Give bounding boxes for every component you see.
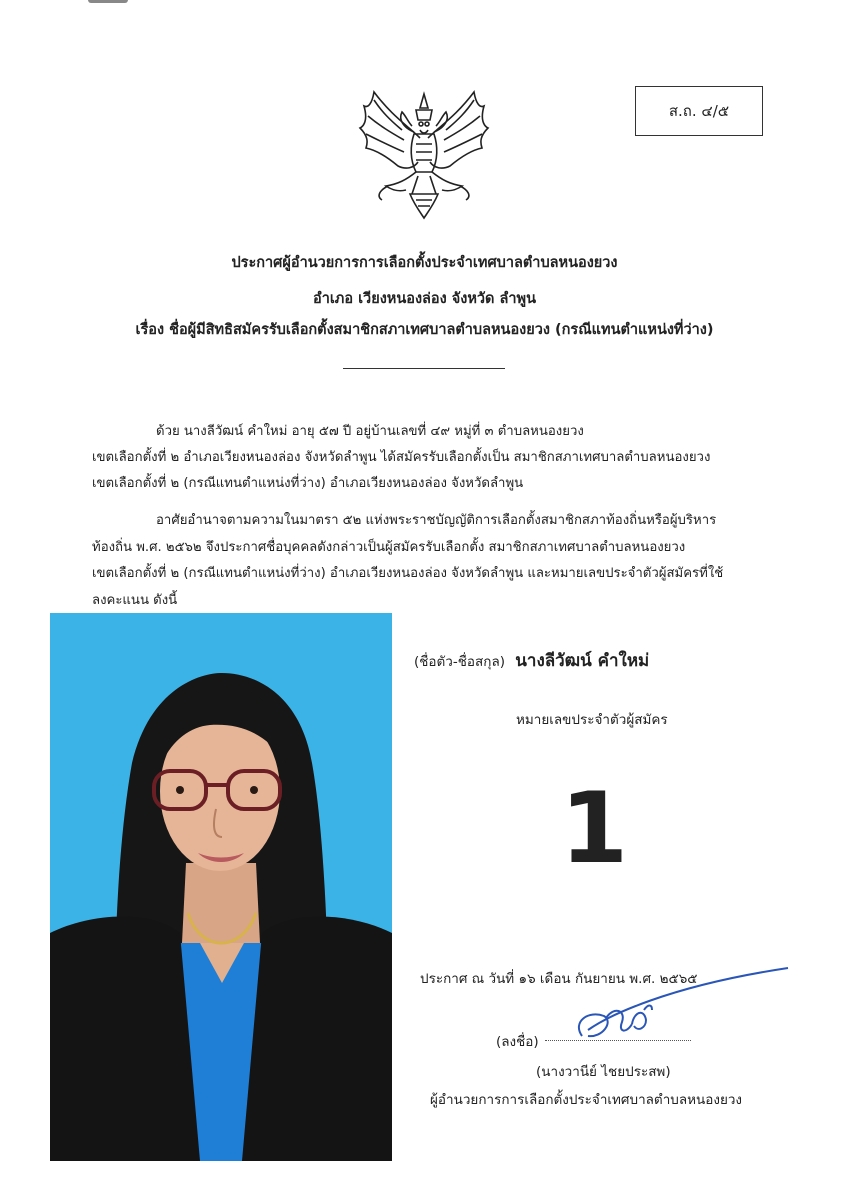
scan-edge-mark	[88, 0, 128, 3]
announcement-heading: ประกาศผู้อำนวยการการเลือกตั้งประจำเทศบาลตำบลหนองยวง	[231, 255, 618, 271]
body-line: เขตเลือกตั้งที่ ๒ (กรณีแทนตำแหน่งที่ว่าง) อำเภอเวียงหนองล่อง จังหวัดลำพูน	[92, 476, 524, 491]
candidate-name-row	[414, 647, 649, 674]
body-line: ท้องถิ่น พ.ศ. ๒๕๖๒ จึงประกาศชื่อบุคคลดังกล่าวเป็นผู้สมัครรับเลือกตั้ง สมาชิกสภาเทศบาลตำบลหนองยวง	[92, 540, 686, 555]
body-line: เขตเลือกตั้งที่ ๒ (กรณีแทนตำแหน่งที่ว่าง) อำเภอเวียงหนองล่อง จังหวัดลำพูน และหมายเลขประจำตัวผู้สมัครที่ใช้	[92, 566, 724, 581]
candidate-name: นางลีวัฒน์ คำใหม่	[515, 651, 650, 671]
body-line: ลงคะแนน ดังนี้	[92, 593, 178, 608]
announcement-date: ประกาศ ณ วันที่ ๑๖ เดือน กันยายน พ.ศ. ๒๕๖๕	[420, 971, 698, 987]
body-line: ด้วย นางลีวัฒน์ คำใหม่ อายุ ๕๗ ปี อยู่บ้านเลขที่ ๔๙ หมู่ที่ ๓ ตำบลหนองยวง	[156, 424, 584, 439]
form-code-box	[635, 86, 763, 136]
signer-name: (นางวานีย์ ไชยประสพ)	[536, 1064, 671, 1080]
candidate-number: 1	[560, 772, 629, 886]
form-code: ส.ถ. ๔/๕	[668, 102, 730, 120]
signer-title: ผู้อำนวยการการเลือกตั้งประจำเทศบาลตำบลหนองยวง	[430, 1092, 743, 1108]
candidate-number-label: หมายเลขประจำตัวผู้สมัคร	[516, 712, 668, 728]
signature-line	[545, 1040, 691, 1041]
announcement-subject: เรื่อง ชื่อผู้มีสิทธิสมัครรับเลือกตั้งสมาชิกสภาเทศบาลตำบลหนองยวง (กรณีแทนตำแหน่งที่ว่าง)	[135, 322, 714, 338]
signature-icon	[548, 966, 798, 1046]
garuda-emblem-icon	[358, 86, 490, 220]
candidate-name-label: (ชื่อตัว-ชื่อสกุล)	[414, 654, 505, 670]
heading-divider	[343, 368, 505, 369]
candidate-photo	[50, 613, 392, 1161]
announcement-location: อำเภอ เวียงหนองล่อง จังหวัด ลำพูน	[312, 291, 536, 307]
body-line: เขตเลือกตั้งที่ ๒ อำเภอเวียงหนองล่อง จังหวัดลำพูน ได้สมัครรับเลือกตั้งเป็น สมาชิกสภาเทศบาลตำบลหนองยวง	[92, 450, 711, 465]
body-line: อาศัยอำนาจตามความในมาตรา ๕๒ แห่งพระราชบัญญัติการเลือกตั้งสมาชิกสภาท้องถิ่นหรือผู้บริหาร	[156, 513, 717, 528]
signature-label: (ลงชื่อ)	[496, 1034, 539, 1050]
